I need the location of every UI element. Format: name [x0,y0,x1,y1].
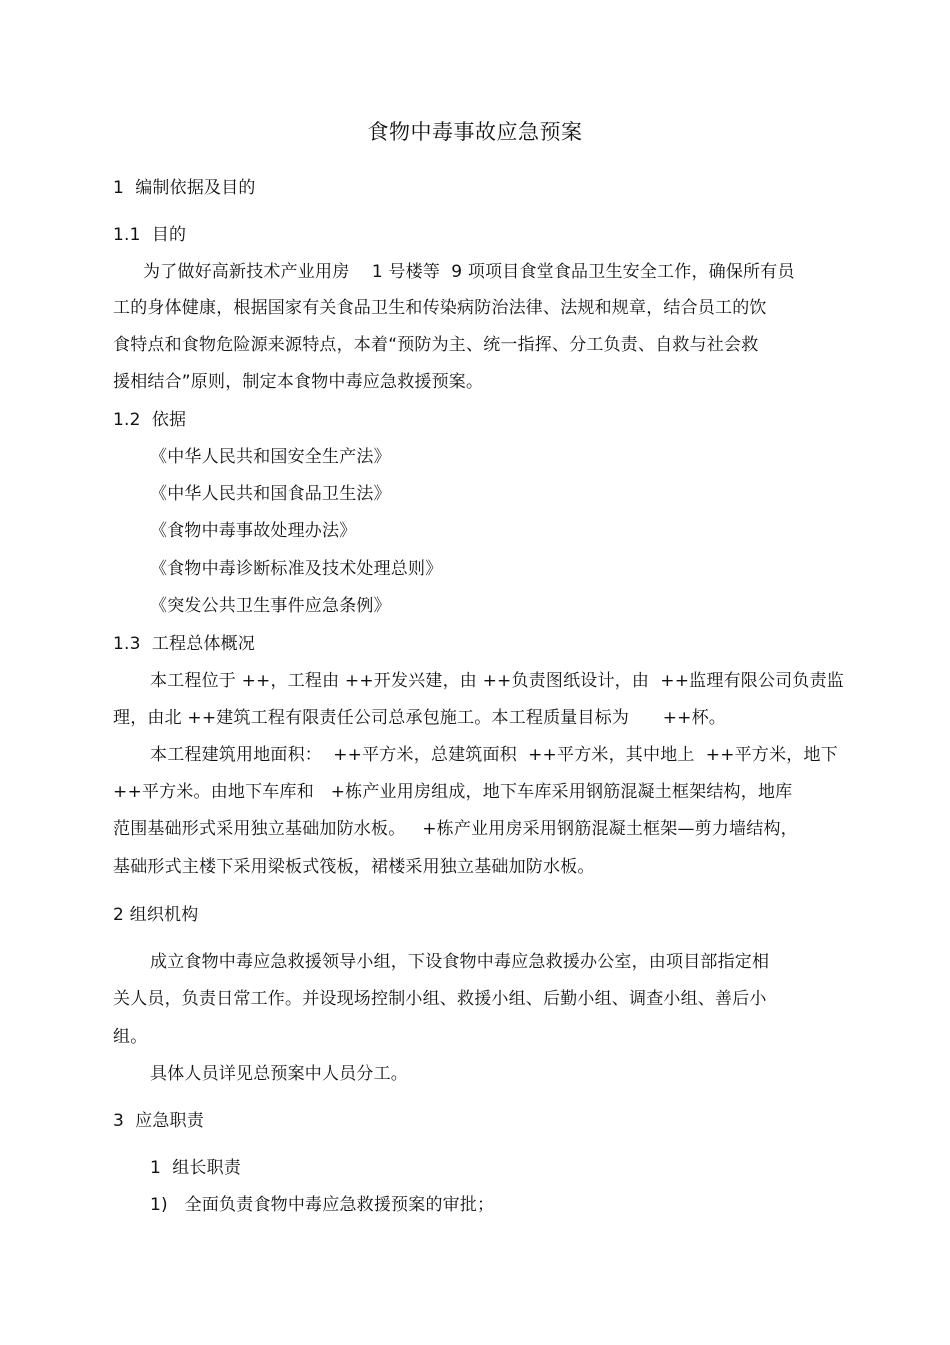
paragraph-line: 理，由北 ++建筑工程有限责任公司总承包施工。本工程质量目标为 ++杯。 [113,708,727,728]
paragraph-line: 成立食物中毒应急救援领导小组，下设食物中毒应急救援办公室，由项目部指定相 [150,952,770,972]
paragraph-line: 援相结合”原则，制定本食物中毒应急救援预案。 [113,372,484,392]
paragraph-line: 为了做好高新技术产业用房 1 号楼等 9 项项目食堂食品卫生安全工作，确保所有员 [143,262,795,282]
paragraph-line: 工的身体健康，根据国家有关食品卫生和传染病防治法律、法规和规章，结合员工的饮 [113,298,767,318]
duty-item: 1) 全面负责食物中毒应急救援预案的审批； [150,1195,495,1215]
paragraph-line: 食特点和食物危险源来源特点，本着“预防为主、统一指挥、分工负责、自救与社会救 [113,335,759,355]
section-1-3-heading: 1.3 工程总体概况 [113,634,256,654]
paragraph-line: 范围基础形式采用独立基础加防水板。 +栋产业用房采用钢筋混凝土框架—剪力墙结构， [113,819,798,839]
section-1-2-heading: 1.2 依据 [113,410,187,430]
section-1-heading: 1 编制依据及目的 [113,178,256,198]
section-1-1-heading: 1.1 目的 [113,225,187,245]
paragraph-line: 组。 [113,1027,148,1047]
subsection-heading: 1 组长职责 [150,1158,242,1178]
paragraph-line: 本工程位于 ++，工程由 ++开发兴建，由 ++负责图纸设计，由 ++监理有限公司负责监 [150,671,844,691]
paragraph-line: 本工程建筑用地面积： ++平方米，总建筑面积 ++平方米，其中地上 ++平方米，地下 [150,745,838,765]
document-title: 食物中毒事故应急预案 [367,120,583,144]
section-2-heading: 2 组织机构 [113,905,199,925]
reference-item: 《食物中毒诊断标准及技术处理总则》 [150,559,443,579]
paragraph-line: 关人员，负责日常工作。并设现场控制小组、救援小组、后勤小组、调查小组、善后小 [113,989,767,1009]
reference-item: 《突发公共卫生事件应急条例》 [150,596,391,616]
paragraph-line: 具体人员详见总预案中人员分工。 [150,1064,408,1084]
paragraph-line: 基础形式主楼下采用梁板式筏板，裙楼采用独立基础加防水板。 [113,857,595,877]
reference-item: 《中华人民共和国食品卫生法》 [150,484,391,504]
section-3-heading: 3 应急职责 [113,1111,205,1131]
reference-item: 《食物中毒事故处理办法》 [150,521,357,541]
paragraph-line: ++平方米。由地下车库和 +栋产业用房组成，地下车库采用钢筋混凝土框架结构，地库 [113,782,793,802]
reference-item: 《中华人民共和国安全生产法》 [150,447,391,467]
